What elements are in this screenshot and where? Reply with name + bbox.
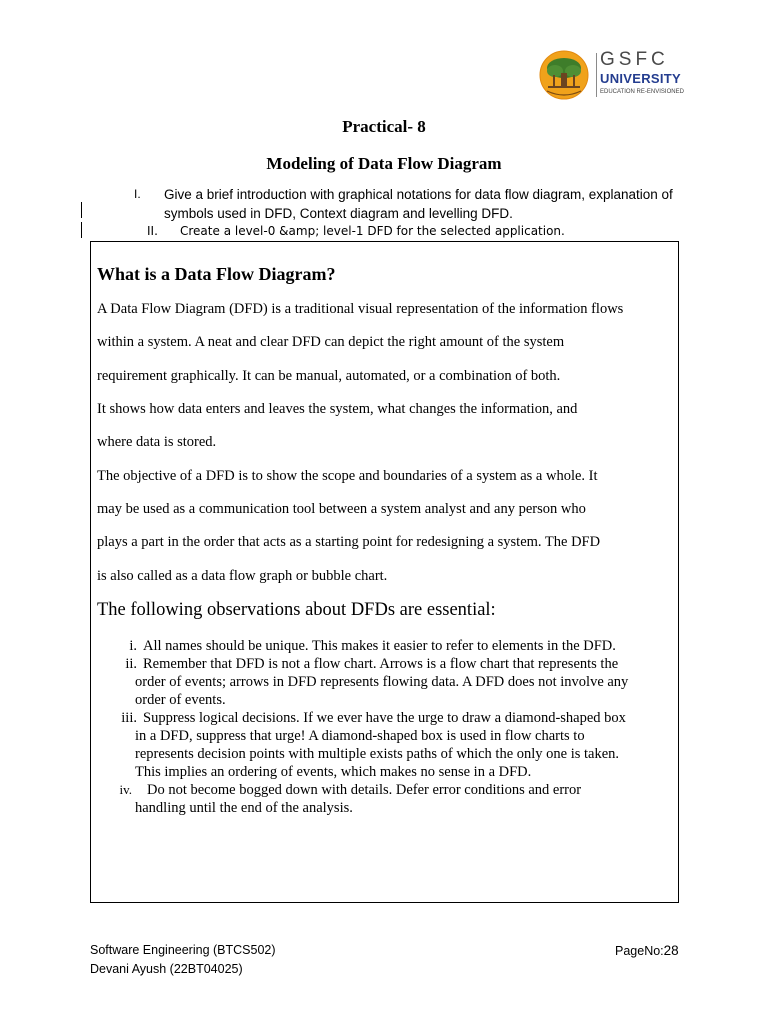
logo-divider — [596, 53, 597, 97]
list-line: Do not become bogged down with details. Defer error conditions and error — [147, 782, 582, 798]
banyan-tree-emblem-icon — [538, 49, 590, 101]
list-line: This implies an ordering of events, which makes no sense in a DFD. — [135, 764, 532, 780]
logo-subtitle: UNIVERSITY — [600, 71, 682, 86]
text-cursor-mark — [81, 222, 82, 238]
paragraph-line: plays a part in the order that acts as a starting point for redesigning a system. The DFD — [97, 534, 601, 550]
list-line: order of events. — [135, 692, 226, 708]
list-number: ii. — [125, 656, 137, 672]
list-line: represents decision points with multiple exists paths of which the only one is taken. — [135, 746, 620, 762]
list-line: Suppress logical decisions. If we ever have the urge to draw a diamond-shaped box — [143, 710, 626, 726]
logo-tagline: EDUCATION RE-ENVISIONED — [600, 89, 684, 95]
paragraph-line: A Data Flow Diagram (DFD) is a traditional visual representation of the information flows — [97, 301, 624, 317]
footer-student: Devani Ayush (22BT04025) — [90, 962, 243, 976]
footer-page — [615, 943, 679, 958]
paragraph-line: where data is stored. — [97, 434, 217, 450]
list-number: i. — [129, 638, 137, 654]
paragraph-line: It shows how data enters and leaves the system, what changes the information, and — [97, 401, 578, 417]
page-label: PageNo: — [615, 944, 664, 958]
paragraph-line: The objective of a DFD is to show the scope and boundaries of a system as a whole. It — [97, 468, 598, 484]
list-line: order of events; arrows in DFD represents flowing data. A DFD does not involve any — [135, 674, 629, 690]
list-number: iii. — [121, 710, 137, 726]
paragraph-line: within a system. A neat and clear DFD can depict the right amount of the system — [97, 334, 565, 350]
task-text: Give a brief introduction with graphical notations for data flow diagram, explanation of symbols used in DFD, Context diagram and levelling DFD. — [164, 187, 673, 221]
list-number: iv. — [119, 782, 132, 797]
paragraph-line: is also called as a data flow graph or bubble chart. — [97, 568, 388, 584]
logo-name: GSFC — [600, 49, 669, 70]
section-heading: What is a Data Flow Diagram? — [97, 264, 336, 284]
task-text: Create a level-0 &amp; level-1 DFD for the selected application. — [180, 224, 565, 238]
list-line: All names should be unique. This makes it easier to refer to elements in the DFD. — [143, 638, 616, 654]
paragraph-line: requirement graphically. It can be manual, automated, or a combination of both. — [97, 368, 561, 384]
list-line: Remember that DFD is not a flow chart. Arrows is a flow chart that represents the — [143, 656, 619, 672]
practical-title: Modeling of Data Flow Diagram — [266, 154, 502, 173]
paragraph-line: may be used as a communication tool between a system analyst and any person who — [97, 501, 586, 517]
practical-number: Practical- 8 — [342, 117, 426, 136]
list-line: in a DFD, suppress that urge! A diamond-shaped box is used in flow charts to — [135, 728, 585, 744]
footer-course: Software Engineering (BTCS502) — [90, 943, 276, 957]
task-number: II. — [147, 224, 158, 238]
university-logo — [538, 49, 684, 105]
list-line: handling until the end of the analysis. — [135, 800, 353, 816]
task-number: I. — [134, 187, 141, 201]
text-cursor-mark — [81, 202, 82, 218]
observations-heading: The following observations about DFDs are essential: — [97, 600, 496, 620]
page-number: 28 — [663, 943, 679, 958]
